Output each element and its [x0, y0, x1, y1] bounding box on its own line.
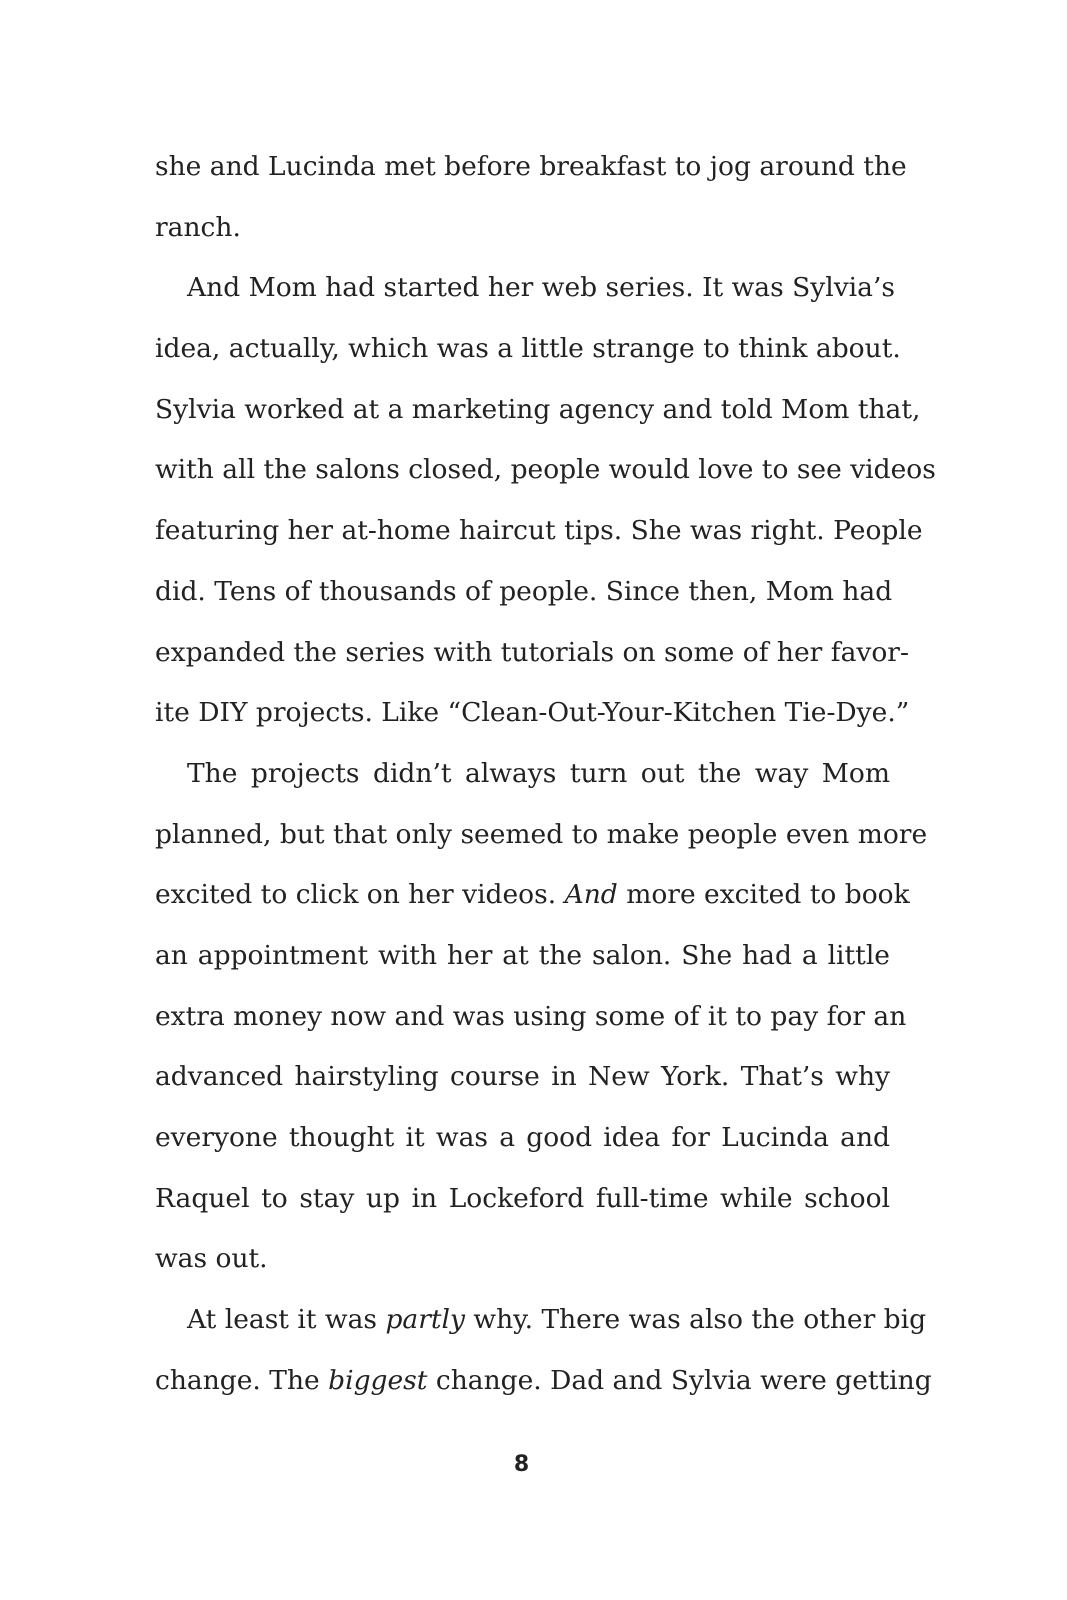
text-line: everyone thought it was a good idea for Lucinda and [155, 1122, 890, 1153]
text-line: ite DIY projects. Like “Clean-Out-Your-Kitchen Tie-Dye.” [155, 697, 910, 729]
text-line: an appointment with her at the salon. She had a little [155, 939, 890, 971]
text-line: extra money now and was using some of it to pay for an [155, 1000, 907, 1032]
text-line: Sylvia worked at a marketing agency and told Mom that, [155, 393, 921, 425]
text-line: idea, actually, which was a little strange to think about. [155, 333, 901, 365]
text-line: ranch. [155, 211, 241, 243]
italic-emphasis: partly [385, 1304, 465, 1336]
text-line: Raquel to stay up in Lockeford full-time while school [155, 1182, 890, 1214]
text-line: And Mom had started her web series. It was Sylvia’s [187, 272, 895, 304]
text-line: change. The biggest change. Dad and Sylvia were getting [155, 1364, 932, 1396]
text-line: At least it was partly why. There was also the other big [187, 1304, 927, 1336]
body-text [155, 137, 936, 1411]
page-number: 8 [513, 1452, 530, 1477]
text-line: with all the salons closed, people would love to see videos [155, 454, 936, 486]
text-line: did. Tens of thousands of people. Since then, Mom had [155, 575, 893, 607]
text-line: featuring her at-home haircut tips. She was right. People [155, 515, 923, 547]
italic-emphasis: And [564, 879, 618, 911]
text-line: she and Lucinda met before breakfast to jog around the [155, 151, 907, 182]
text-line: expanded the series with tutorials on some of her favor- [155, 636, 909, 668]
text-line: was out. [155, 1243, 268, 1275]
text-line: planned, but that only seemed to make people even more [155, 818, 928, 850]
text-line: The projects didn’t always turn out the way Mom [187, 757, 890, 789]
text-line: advanced hairstyling course in New York. That’s why [155, 1061, 890, 1093]
text-line: excited to click on her videos. And more excited to book [155, 879, 910, 911]
italic-emphasis: biggest [328, 1364, 428, 1396]
